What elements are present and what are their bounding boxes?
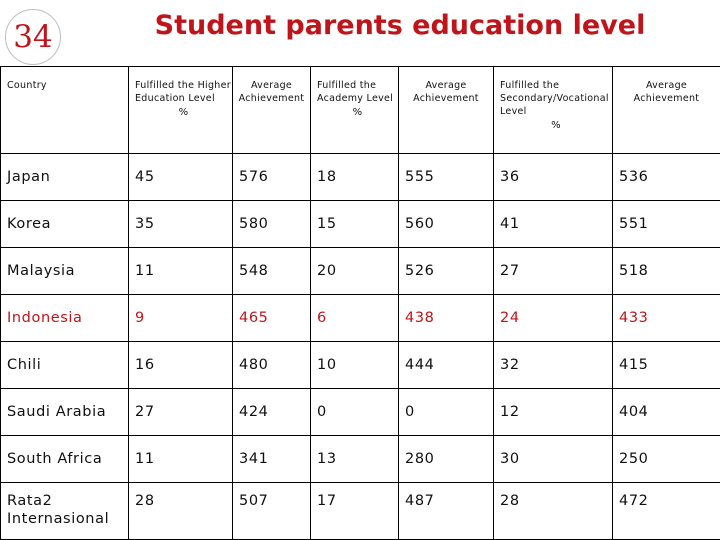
cell-achievement-2: 560 xyxy=(399,200,494,247)
cell-achievement-2: 0 xyxy=(399,389,494,436)
table-row xyxy=(1,153,720,200)
page-title: Student parents education level xyxy=(154,10,646,41)
header-average-achievement-2: Average Achievement xyxy=(399,67,494,154)
table-row xyxy=(1,200,720,247)
cell-achievement-1: 576 xyxy=(233,153,311,200)
cell-achievement-3: 551 xyxy=(613,200,720,247)
cell-achievement-3: 404 xyxy=(613,389,720,436)
cell-academy-pct: 20 xyxy=(311,247,399,294)
cell-academy-pct: 0 xyxy=(311,389,399,436)
cell-achievement-2: 555 xyxy=(399,153,494,200)
cell-achievement-2: 438 xyxy=(399,294,494,341)
cell-higher-education-pct: 16 xyxy=(129,341,233,388)
cell-country: Chili xyxy=(1,341,129,388)
cell-achievement-1: 507 xyxy=(233,483,311,540)
table-row xyxy=(1,247,720,294)
cell-secondary-pct: 36 xyxy=(494,153,613,200)
cell-higher-education-pct: 28 xyxy=(129,483,233,540)
cell-secondary-pct: 24 xyxy=(494,294,613,341)
cell-higher-education-pct: 9 xyxy=(129,294,233,341)
table-row xyxy=(1,483,720,540)
slide-number-badge xyxy=(5,9,61,65)
cell-achievement-1: 580 xyxy=(233,200,311,247)
cell-achievement-1: 341 xyxy=(233,436,311,483)
header-secondary-vocational-label: Fulfilled the Secondary/Vocational Level xyxy=(500,80,609,117)
cell-achievement-3: 518 xyxy=(613,247,720,294)
cell-secondary-pct: 12 xyxy=(494,389,613,436)
cell-achievement-1: 465 xyxy=(233,294,311,341)
cell-country: South Africa xyxy=(1,436,129,483)
table-row xyxy=(1,341,720,388)
cell-country: Korea xyxy=(1,200,129,247)
cell-secondary-pct: 28 xyxy=(494,483,613,540)
header-higher-education xyxy=(129,67,233,154)
cell-achievement-2: 487 xyxy=(399,483,494,540)
cell-achievement-2: 526 xyxy=(399,247,494,294)
cell-achievement-3: 433 xyxy=(613,294,720,341)
table-row xyxy=(1,436,720,483)
cell-achievement-3: 250 xyxy=(613,436,720,483)
cell-country: Rata2 Internasional xyxy=(1,483,129,540)
cell-academy-pct: 13 xyxy=(311,436,399,483)
cell-higher-education-pct: 35 xyxy=(129,200,233,247)
cell-higher-education-pct: 45 xyxy=(129,153,233,200)
header-average-achievement-1: Average Achievement xyxy=(233,67,311,154)
cell-achievement-1: 424 xyxy=(233,389,311,436)
cell-achievement-1: 480 xyxy=(233,341,311,388)
cell-country: Indonesia xyxy=(1,294,129,341)
education-table xyxy=(0,66,720,540)
cell-achievement-1: 548 xyxy=(233,247,311,294)
cell-achievement-3: 415 xyxy=(613,341,720,388)
cell-secondary-pct: 41 xyxy=(494,200,613,247)
cell-academy-pct: 10 xyxy=(311,341,399,388)
slide-number: 34 xyxy=(13,19,53,55)
cell-higher-education-pct: 11 xyxy=(129,247,233,294)
header-average-achievement-3: Average Achievement xyxy=(613,67,720,154)
cell-country: Japan xyxy=(1,153,129,200)
cell-achievement-2: 280 xyxy=(399,436,494,483)
cell-country: Saudi Arabia xyxy=(1,389,129,436)
cell-achievement-3: 472 xyxy=(613,483,720,540)
table-header-row xyxy=(1,67,720,154)
table-body xyxy=(1,153,720,539)
cell-secondary-pct: 27 xyxy=(494,247,613,294)
cell-higher-education-pct: 11 xyxy=(129,436,233,483)
header-higher-education-label: Fulfilled the Higher Education Level xyxy=(135,80,231,104)
header-percent: % xyxy=(352,107,363,118)
cell-higher-education-pct: 27 xyxy=(129,389,233,436)
header-percent: % xyxy=(551,120,561,131)
header-academy xyxy=(311,67,399,154)
header-secondary-vocational xyxy=(494,67,613,154)
cell-academy-pct: 15 xyxy=(311,200,399,247)
cell-secondary-pct: 30 xyxy=(494,436,613,483)
cell-academy-pct: 6 xyxy=(311,294,399,341)
header-percent: % xyxy=(178,107,189,118)
cell-secondary-pct: 32 xyxy=(494,341,613,388)
cell-achievement-2: 444 xyxy=(399,341,494,388)
header-academy-label: Fulfilled the Academy Level xyxy=(317,80,394,104)
cell-academy-pct: 18 xyxy=(311,153,399,200)
cell-achievement-3: 536 xyxy=(613,153,720,200)
header-country: Country xyxy=(1,67,129,154)
cell-academy-pct: 17 xyxy=(311,483,399,540)
table-row xyxy=(1,294,720,341)
table-row xyxy=(1,389,720,436)
cell-country: Malaysia xyxy=(1,247,129,294)
